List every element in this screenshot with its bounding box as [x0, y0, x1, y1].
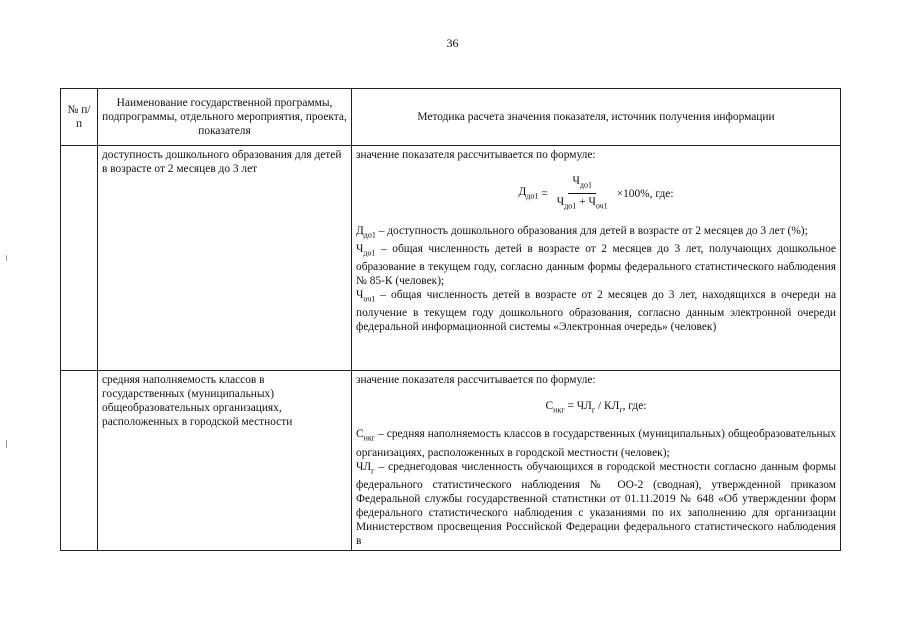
definition-symbol-sub: до1 — [363, 248, 376, 258]
definition-symbol: Д — [356, 224, 364, 237]
definition-symbol: Ч — [356, 289, 364, 302]
formula-part-sub: г — [619, 405, 623, 415]
definition-text: – среднегодовая численность обучающихся в городской местности согласно данным формы федерального статистического наблюдения № ОО-2 (сводная), утвержденной приказом Федеральной службы государственной статистики от 01.11.2019 № 648 «Об утверждении форм федерального статистического наблюдения с указаниями по их заполнению для организации Министерством просвещения Российской Федерации федерального статистического наблюдения в — [356, 460, 836, 547]
formula-fraction — [553, 174, 612, 214]
formula-part: / КЛ — [595, 400, 620, 412]
formula — [356, 168, 836, 224]
definition-symbol: Ч — [356, 242, 364, 255]
page-number: 36 — [446, 36, 459, 50]
definition — [356, 242, 836, 288]
table-header-row — [61, 89, 841, 146]
definition — [356, 288, 836, 334]
definition-text: – средняя наполняемость классов в государственных (муниципальных) общеобразовательных организациях, расположенных в городской местности (человек); — [356, 428, 836, 459]
definition-text: – общая численность детей в возрасте от 2 месяцев до 3 лет, получающих дошкольное образование в текущем году, согласно данным формы федерального статистического наблюдения № 85-К (человек); — [356, 242, 836, 288]
formula-denominator-1-sub: до1 — [564, 201, 577, 211]
formula-denominator-2: Ч — [588, 196, 596, 209]
definition-text: – доступность дошкольного образования для детей в возрасте от 2 месяцев до 3 лет (%); — [375, 224, 808, 237]
table-row — [61, 146, 841, 371]
definition — [356, 460, 836, 548]
definition — [356, 224, 836, 242]
definition-symbol: ЧЛ — [356, 460, 372, 473]
formula-tail: , где: — [622, 400, 647, 412]
definition — [356, 427, 836, 459]
indicator-table — [60, 88, 841, 551]
indicator-name: средняя наполняемость классов в государственных (муниципальных) общеобразовательных организациях, расположенных в городской местности — [98, 371, 352, 551]
formula-lhs-sub: нкг — [553, 405, 565, 415]
formula-lead: значение показателя рассчитывается по формуле: — [356, 149, 596, 161]
definition-symbol: С — [356, 428, 364, 441]
formula-part: = ЧЛ — [564, 400, 592, 412]
header-method: Методика расчета значения показателя, источник получения информации — [352, 89, 841, 146]
header-name: Наименование государственной программы, подпрограммы, отдельного мероприятия, проекта, показателя — [98, 89, 352, 146]
indicator-name: доступность дошкольного образования для детей в возрасте от 2 месяцев до 3 лет — [98, 146, 352, 371]
formula-lead: значение показателя рассчитывается по формуле: — [356, 374, 596, 386]
formula-part-sub: г — [591, 405, 596, 415]
definition-symbol-sub: г — [371, 465, 375, 475]
definition-symbol-sub: нкг — [363, 433, 376, 443]
definition-text: – общая численность детей в возрасте от 2 месяцев до 3 лет, находящихся в очереди на получение в текущем году дошкольного образования, согласно данным электронной очереди федеральной информационной системы «Электронная очередь» (человек) — [356, 289, 836, 334]
header-number: № п/п — [61, 89, 98, 146]
formula-lhs-sub: до1 — [526, 190, 539, 200]
definition-symbol-sub: до1 — [363, 229, 376, 239]
method-cell — [352, 146, 841, 371]
row-number — [61, 146, 98, 371]
formula-eq: = — [541, 187, 548, 200]
definition-symbol-sub: оч1 — [363, 294, 376, 304]
formula-plus: + — [579, 196, 586, 209]
formula-lhs: Д — [518, 185, 527, 198]
formula-lhs: С — [545, 400, 554, 412]
scan-mark — [6, 440, 7, 448]
table-row — [61, 371, 841, 551]
row-number — [61, 371, 98, 551]
scan-mark — [6, 255, 7, 261]
formula-numerator: Ч — [572, 175, 580, 187]
formula-tail: ×100%, где: — [616, 187, 674, 200]
formula — [356, 393, 836, 427]
formula-denominator-2-sub: оч1 — [595, 201, 608, 211]
formula-denominator-1: Ч — [556, 196, 565, 209]
method-cell — [352, 371, 841, 551]
formula-numerator-sub: до1 — [579, 180, 592, 190]
